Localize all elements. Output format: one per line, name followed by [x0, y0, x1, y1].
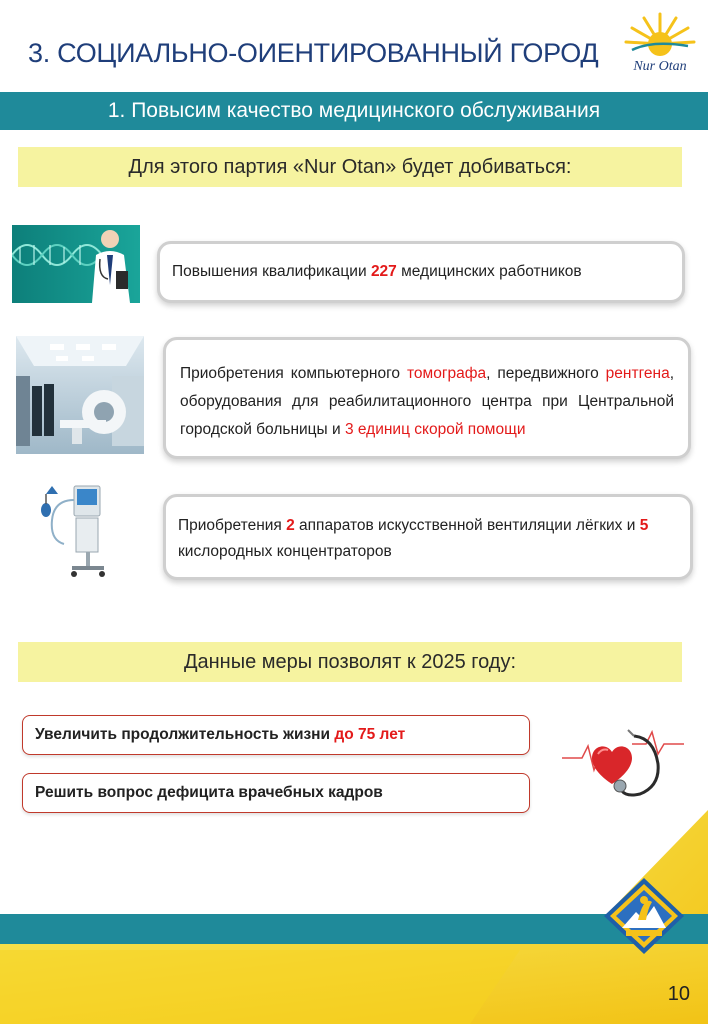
- page-title: 3. СОЦИАЛЬНО-ОИЕНТИРОВАННЫЙ ГОРОД: [28, 38, 599, 68]
- ct-scanner-room-image: [16, 336, 144, 454]
- section-subtitle-bar: 1. Повысим качество медицинского обслуживания: [0, 92, 708, 130]
- section1-heading: Для этого партия «Nur Otan» будет добиваться:: [18, 147, 682, 187]
- ventilator-machine-image: [34, 480, 108, 578]
- city-emblem-icon: [600, 876, 688, 956]
- nur-otan-logo: [622, 10, 698, 76]
- goal-item-1: Увеличить продолжительность жизни до 75 лет: [22, 715, 530, 755]
- goal-item-2: Решить вопрос дефицита врачебных кадров: [22, 773, 530, 813]
- doctor-dna-image: [12, 225, 140, 303]
- measure-item-1: Повышения квалификации 227 медицинских работников: [157, 241, 685, 303]
- section2-heading: Данные меры позволят к 2025 году:: [18, 642, 682, 682]
- heart-stethoscope-image: [562, 724, 684, 806]
- page-number: 10: [667, 983, 690, 1005]
- measure-item-3: Приобретения 2 аппаратов искусственной вентиляции лёгких и 5 кислородных концентраторов: [163, 494, 693, 580]
- logo-text: Nur Otan: [633, 59, 687, 74]
- measure-item-2: Приобретения компьютерного томографа, передвижного рентгена, оборудования для реабилитационного центра при Центральной городской больницы и 3 единиц скорой помощи: [163, 337, 691, 459]
- sun-logo-icon: [622, 10, 698, 76]
